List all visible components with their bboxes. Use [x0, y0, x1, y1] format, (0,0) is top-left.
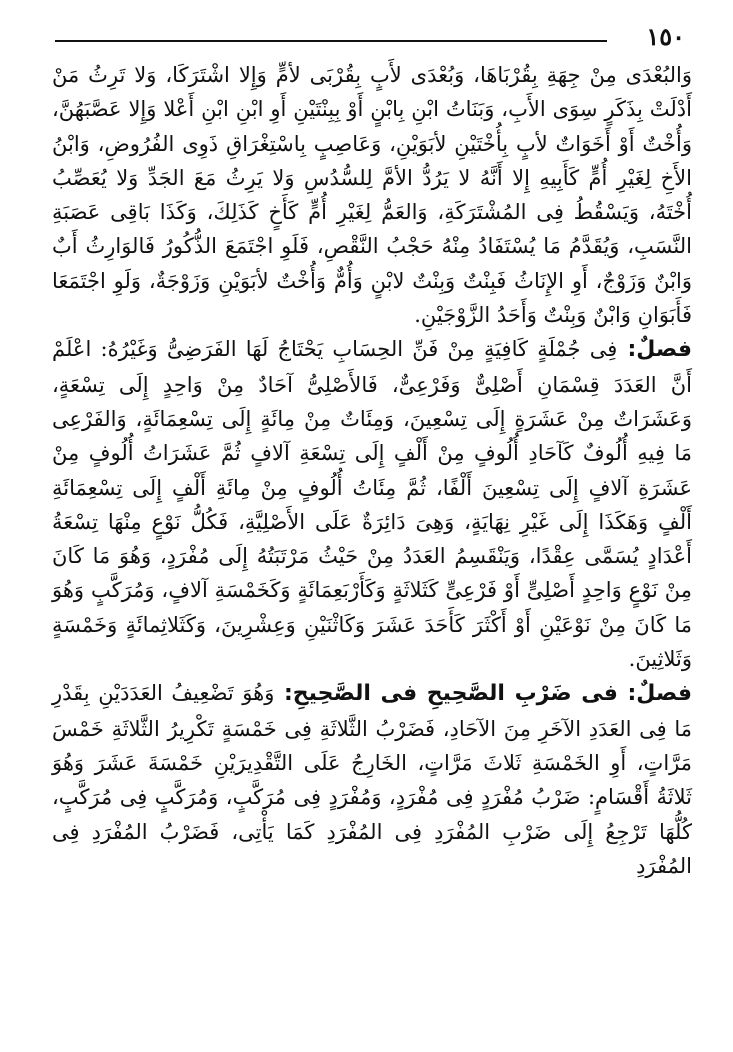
page-number: ١٥٠ [646, 22, 685, 51]
paragraph-text: وَهُوَ تَضْعِيفُ العَدَدَيْنِ بِقَدْرِ مَا فِى العَدَدِ الآخَرِ مِنَ الآحَادِ، فَضَرْبُ الثَّلاثَةِ فِى خَمْسَةٍ تَكْرِيرُ الثَّلاثَةِ خَمْسَ مَرَّاتٍ، أَوِ الخَمْسَةِ ثَلاثَ مَرَّاتٍ، الخَارِجُ عَلَى التَّقْدِيرَيْنِ خَمْسَةَ عَشَرَ وَهُوَ ثَلاثَةُ أَقْسَامٍ: ضَرْبُ مُفْرَدٍ فِى مُفْرَدٍ، وَمُفْرَدٍ فِى مُرَكَّبٍ، وَمُرَكَّبٍ فِى مُرَكَّبٍ، كُلُّهَا تَرْجِعُ إِلَى ضَرْبِ المُفْرَدِ فِى المُفْرَدِ كَمَا يَأْتِى، فَضَرْبُ المُفْرَدِ فِى المُفْرَدِ [52, 681, 692, 878]
page-header [55, 22, 685, 52]
paragraph-multiplication-section [52, 676, 692, 883]
paragraph-text: وَالبُعْدَى مِنْ جِهَةِ بِقُرْبَاهَا، وَبُعْدَى لأَبٍ بِقُرْبَى لأمٍّ وَإِلا اشْتَرَكَا، وَلا تَرِثُ مَنْ أَدْلَتْ بِذَكَرٍ سِوَى الأَبِ، وَبَنَاتُ ابْنِ بِابْنٍ أَوْ بِبِنْتَيْنِ أَوِ ابْنِ ابْنِ أَعْلا وَإِلا عَصَّبَهُنَّ، وَأُخْتٌ أَوْ أَخَوَاتٌ لأبٍ بِأُخْتَيْنِ لأبَوَيْنِ، وَعَاصِبٍ بِاسْتِغْرَاقِ ذَوِى الفُرُوضِ، وَابْنُ الأَخِ لِغَيْرِ أُمٍّ كَأَبِيهِ إِلا أَنَّهُ لا يَرُدُّ الأمَّ لِلسُّدُسِ وَلا يَرِثُ مَعَ الجَدِّ وَلا يُعَصِّبُ أُخْتَهُ، وَيَسْقُطُ فِى المُشْتَرَكَةِ، وَالعَمُّ لِغَيْرِ أُمٍّ كَأَخٍ كَذَلِكَ، وَكَذَا بَاقِى عَصَبَةِ النَّسَبِ، وَيُقَدَّمُ مَا يُسْتَفَادُ مِنْهُ حَجْبُ النَّقْصِ، فَلَوِ اجْتَمَعَ الذُّكُورُ فَالوَارِثُ أَبٌ وَابْنٌ وَزَوْجٌ، أَوِ الإِنَاثُ فَبِنْتٌ وَبِنْتٌ لابْنٍ وَأُمٌّ وَأُخْتٌ لأبَوَيْنِ وَزَوْجَةٌ، وَلَوِ اجْتَمَعَا فَأَبَوَانِ وَابْنٌ وَبِنْتٌ وَأَحَدُ الزَّوْجَيْنِ. [52, 63, 692, 328]
paragraph-text: فِى جُمْلَةٍ كَافِيَةٍ مِنْ فَنِّ الحِسَابِ يَحْتَاجُ لَهَا الفَرَضِىُّ وَغَيْرُهُ: اعْلَمْ أَنَّ العَدَدَ قِسْمَانِ أَصْلِىٌّ وَفَرْعِىٌّ، فَالأَصْلِىُّ آحَادٌ مِنْ وَاحِدٍ إِلَى تِسْعَةٍ، وَعَشَرَاتٌ مِنْ عَشَرَةٍ إِلَى تِسْعِينَ، وَمِئَاتٌ مِنْ مِائَةٍ إِلَى تِسْعِمَائَةٍ، وَالفَرْعِى مَا فِيهِ أُلُوفٌ كَآحَادِ أُلُوفٍ مِنْ أَلْفٍ إِلَى تِسْعَةِ آلافٍ ثُمَّ عَشَرَاتُ أُلُوفٍ مِنْ عَشَرَةِ آلافٍ إِلَى تِسْعِينَ أَلْفًا، ثُمَّ مِئَاتُ أُلُوفٍ مِنْ مِائَةِ أَلْفٍ إِلَى تِسْعِمَائَةِ أَلْفٍ وَهَكَذَا إِلَى غَيْرِ نِهَايَةٍ، وَهِىَ دَائِرَةٌ عَلَى الأَصْلِيَّةِ، فَكُلُّ نَوْعٍ مِنْهَا تِسْعَةُ أَعْدَادٍ يُسَمَّى عِقْدًا، وَيَنْقَسِمُ العَدَدُ مِنْ حَيْثُ مَرْتَبَتُهُ إِلَى مُفْرَدٍ، وَهُوَ مَا كَانَ مِنْ نَوْعٍ وَاحِدٍ أَصْلِىٍّ أَوْ فَرْعِىٍّ كَثَلاثَةٍ وَكَأَرْبَعِمَائَةٍ وَكَخَمْسَةِ آلافٍ، وَمُرَكَّبٍ وَهُوَ مَا كَانَ مِنْ نَوْعَيْنِ أَوْ أَكْثَرَ كَأَحَدَ عَشَرَ وَكَاثْنَيْنِ وَعِشْرِينَ، وَكَثَلاثِمائَةٍ وَخَمْسَةٍ وَثَلاثِينَ. [52, 337, 692, 672]
section-heading: فصلٌ: [617, 337, 692, 363]
paragraph-arithmetic-section [52, 332, 692, 676]
header-rule [55, 40, 607, 42]
paragraph-inheritance [52, 58, 692, 332]
page-body [52, 58, 692, 883]
section-heading: فصلٌ: فى ضَرْبِ الصَّحِيحِ فى الصَّحِيحِ: [274, 681, 692, 707]
